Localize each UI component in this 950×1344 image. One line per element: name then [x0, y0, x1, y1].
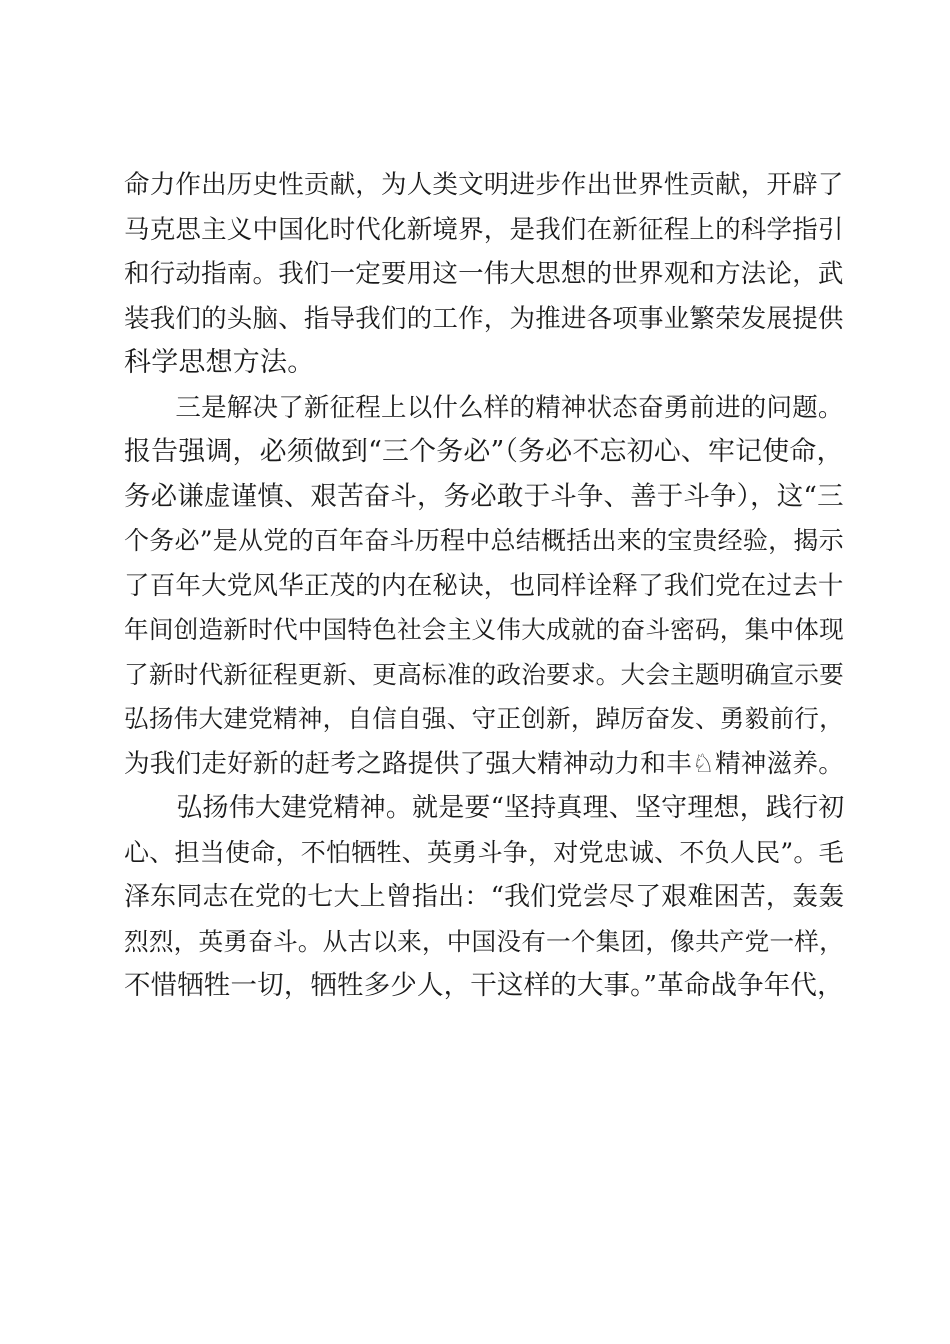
text-line: 烈烈，英勇奋斗。从古以来，中国没有一个集团，像共产党一样，: [124, 926, 844, 956]
text-line: 了百年大党风华正茂的内在秘诀，也同样诠释了我们党在过去十: [124, 570, 844, 601]
document-body: [124, 163, 844, 1009]
text-line: 三是解决了新征程上以什么样的精神状态奋勇前进的问题。: [124, 392, 844, 423]
text-line: 装我们的头脑、指导我们的工作，为推进各项事业繁荣发展提供: [124, 303, 844, 334]
text-line: 科学思想方法。: [124, 347, 315, 378]
text-line: 和行动指南。我们一定要用这一伟大思想的世界观和方法论，武: [124, 259, 844, 289]
text-line: 务必谦虚谨慎、艰苦奋斗，务必敢于斗争、善于斗争），这“三: [124, 480, 844, 512]
text-line: 弘扬伟大建党精神，自信自强、守正创新，踔厉奋发、勇毅前行，: [124, 704, 844, 733]
paragraph-1: [124, 163, 844, 386]
text-line: 个务必”是从党的百年奋斗历程中总结概括出来的宝贵经验，揭示: [124, 526, 844, 555]
paragraph-3: [124, 786, 844, 1009]
paragraph-2: [124, 386, 844, 787]
text-line: 了新时代新征程更新、更高标准的政治要求。大会主题明确宣示要: [124, 659, 844, 689]
text-line: 马克思主义中国化时代化新境界，是我们在新征程上的科学指引: [124, 214, 844, 245]
text-line: 心、担当使命，不怕牺牲、英勇斗争，对党忠诚、不负人民”。毛: [124, 837, 844, 867]
text-line: 不惜牺牲一切，牺牲多少人，干这样的大事。”革命战争年代，: [124, 970, 844, 1001]
text-line: 为我们走好新的赶考之路提供了强大精神动力和丰♘精神滋养。: [124, 748, 845, 779]
text-line: 弘扬伟大建党精神。就是要“坚持真理、坚守理想，践行初: [124, 793, 845, 823]
text-line: 命力作出历史性贡献，为人类文明进步作出世界性贡献，开辟了: [124, 170, 844, 200]
text-line: 年间创造新时代中国特色社会主义伟大成就的奋斗密码，集中体现: [124, 615, 844, 644]
text-line: 报告强调，必须做到“三个务必”（务必不忘初心、牢记使命，: [124, 436, 844, 467]
text-line: 泽东同志在党的七大上曾指出：“我们党尝尽了艰难困苦，轰轰: [124, 882, 845, 912]
